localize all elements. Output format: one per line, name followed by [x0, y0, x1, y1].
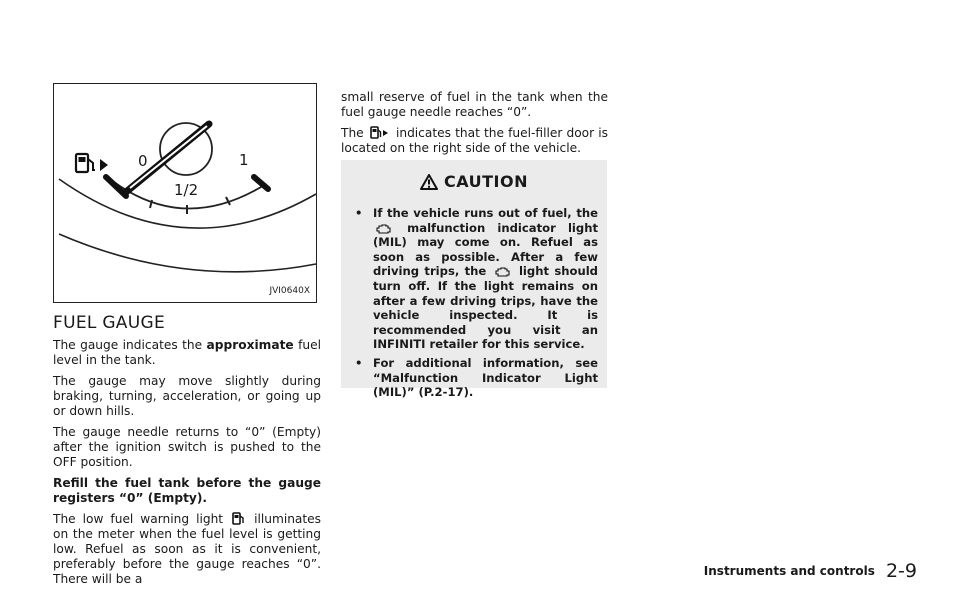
- low-fuel-warning-icon: [232, 512, 245, 526]
- paragraph: [53, 512, 321, 587]
- figure-code: JVI0640X: [269, 286, 310, 296]
- arrow-right-icon: [100, 159, 108, 171]
- fuel-gauge-figure: [53, 83, 317, 303]
- warning-triangle-icon: [420, 174, 438, 190]
- gauge-lower-arc: [59, 234, 316, 272]
- text-span: light should turn off. If the light remains on after a few driving trips, have the vehicle inspected. It is recommended you visit an INFINITI retailer for this service.: [373, 264, 598, 352]
- fuel-pump-icon: [76, 154, 95, 172]
- text-span: The gauge indicates the: [53, 338, 203, 352]
- text-span: The low fuel warning light: [53, 512, 224, 526]
- gauge-label-empty: 0: [138, 152, 148, 170]
- fuel-door-indicator-icon: [370, 126, 390, 140]
- emphasis-text: approximate: [206, 338, 294, 352]
- left-column: [53, 313, 322, 593]
- text-span: indicates that the fuel-filler door is located on the right side of the vehicle.: [341, 126, 609, 155]
- caution-heading: [341, 172, 607, 191]
- text-span: If the vehicle runs out of fuel, the: [373, 206, 598, 220]
- text-span: For additional information, see “Malfunction Indicator Light (MIL)” (P.2-17).: [373, 355, 598, 400]
- bullet: •: [355, 355, 363, 370]
- paragraph: The gauge needle returns to “0” (Empty) after the ignition switch is pushed to the OFF position.: [53, 425, 321, 469]
- text-span: The: [341, 126, 364, 140]
- paragraph: [53, 338, 321, 368]
- caution-list: [353, 206, 598, 404]
- text-span: fuel level in the tank.: [53, 338, 321, 367]
- engine-malfunction-icon: [375, 223, 393, 235]
- page-number: 2-9: [885, 560, 917, 582]
- paragraph: The gauge may move slightly during braking, turning, acceleration, or going up or down hills.: [53, 374, 321, 418]
- caution-item: [353, 356, 598, 400]
- paragraph-bold: Refill the fuel tank before the gauge registers “0” (Empty).: [53, 476, 321, 505]
- paragraph: small reserve of fuel in the tank when the fuel gauge needle reaches “0”.: [341, 90, 608, 119]
- gauge-label-half: 1/2: [174, 181, 199, 199]
- section-heading: FUEL GAUGE: [53, 313, 165, 333]
- page-footer: [704, 560, 917, 582]
- engine-malfunction-icon: [494, 266, 512, 278]
- text-span: illuminates on the meter when the fuel level is getting low. Refuel as soon as it is convenient, preferably before the gauge reaches “0”. There will be a: [53, 512, 322, 586]
- footer-section-name: Instruments and controls: [703, 564, 875, 578]
- caution-box: [341, 160, 607, 400]
- text-span: malfunction indicator light (MIL) may come on. Refuel as soon as possible. After a few driving trips, the: [373, 220, 598, 279]
- caution-title-text: CAUTION: [444, 172, 528, 191]
- caution-item: [353, 206, 598, 352]
- right-column: [341, 90, 608, 162]
- paragraph: [341, 126, 608, 156]
- bullet: •: [355, 206, 363, 220]
- gauge-label-full: 1: [239, 151, 249, 169]
